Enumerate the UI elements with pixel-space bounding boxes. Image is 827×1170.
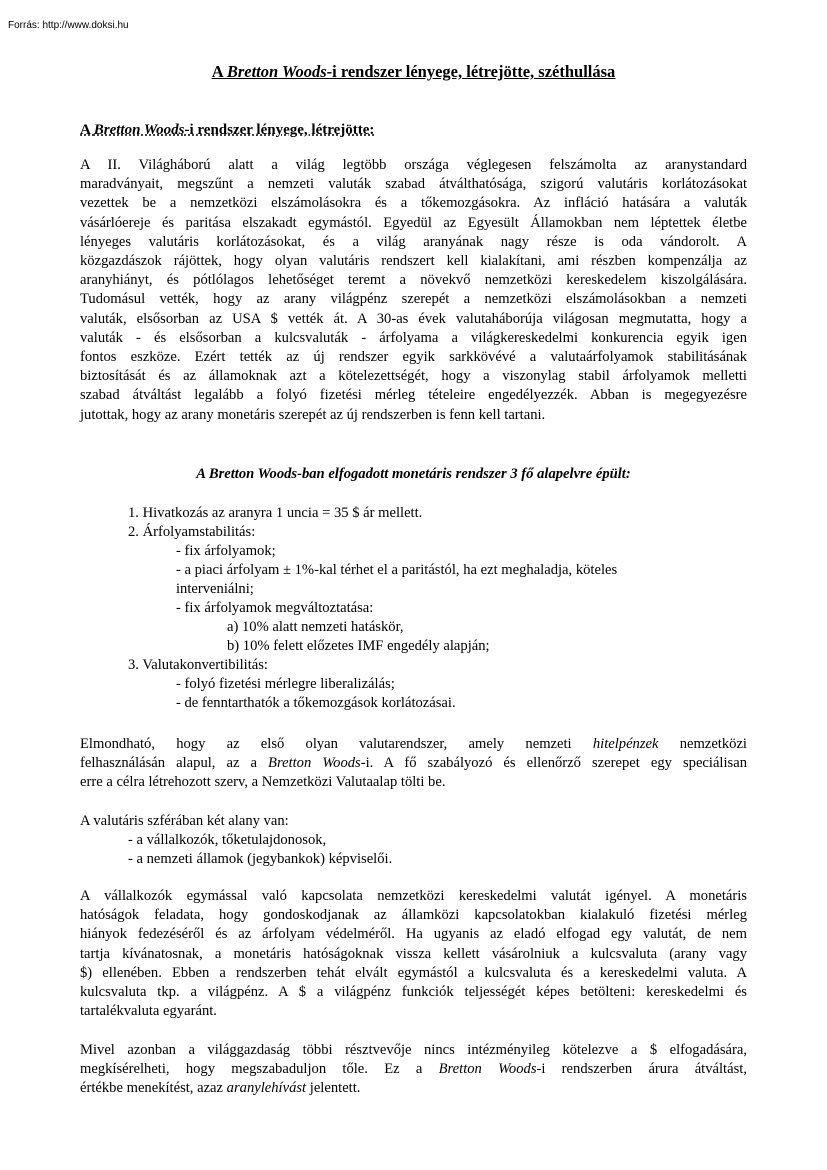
page-title: A Bretton Woods-i rendszer lényege, létrejötte, széthullása (211, 62, 616, 81)
list-subsubitem: a) 10% alatt nemzeti hatáskör, (227, 619, 404, 635)
paragraph-intro (80, 156, 747, 425)
list-item-2: 2. Árfolyamstabilitás: (128, 524, 256, 540)
section-heading: A Bretton Woods-i rendszer lényege, létrejötte: (80, 122, 375, 138)
paragraph-line: fontos eszköze. Ezért tették az új rendszer egyik sarkkövévé a valutaárfolyamok stabilitásának (80, 349, 747, 366)
paragraph-hitelpenz (80, 735, 747, 793)
paragraph-line: erre a célra létrehozott szerv, a Nemzetközi Valutaalap tölti be. (80, 774, 446, 791)
paragraph-line: $) ellenében. Ebben a rendszerben tehát elvált egymástól a kulcsvaluta és a kereskedelmi valuta. A (80, 964, 747, 981)
principles-heading: A Bretton Woods-ban elfogadott monetáris rendszer 3 fő alapelvre épült: (196, 466, 631, 482)
list-subitem: - a nemzeti államok (jegybankok) képviselői. (128, 851, 393, 867)
paragraph-aranylehivas (80, 1041, 747, 1099)
paragraph-line: tartja kívánatosnak, a monetáris hatóságoknak vissza kellett vásárolniuk a kulcsvaluta (arany vagy (80, 945, 747, 962)
list-subitem-continued: interveniálni; (176, 581, 254, 597)
list-item-1: 1. Hivatkozás az aranyra 1 uncia = 35 $ ár mellett. (128, 505, 423, 521)
paragraph-line: hatóságok feladata, hogy gondoskodjanak az államközi kapcsolatokban kialakuló fizetési mérleg (80, 907, 747, 924)
paragraph-line: biztosítását és az államoknak azt a kötelezettségét, hogy a viszonylag stabil árfolyamok melletti (80, 368, 747, 385)
list-subitem: - a vállalkozók, tőketulajdonosok, (128, 832, 327, 848)
paragraph-line: értékbe menekítést, azaz aranylehívást jelentett. (80, 1080, 361, 1097)
paragraph-line: vezettek be a nemzetközi elszámolásokra és a tőkemozgásokra. Az infláció hatására a valuták (80, 195, 747, 212)
paragraph-line: maradványait, megszűnt a nemzeti valuták szabad átválthatósága, szigorú valutáris korlátozásokat (80, 176, 747, 193)
list-subitem: - de fenntarthatók a tőkemozgások korlátozásai. (176, 695, 456, 711)
paragraph-line: felhasználásán alapul, az a Bretton Woods-i. A fő szabályozó és ellenőrző szerepet egy speciálisan (80, 755, 747, 772)
list-item-3: 3. Valutakonvertibilitás: (128, 657, 268, 673)
list-subitem: - fix árfolyamok megváltoztatása: (176, 600, 374, 616)
paragraph-line: tartalékvaluta egyaránt. (80, 1003, 217, 1020)
paragraph-line: valuták, elsősorban az USA $ vették át. A 30-as évek valutaháborúja világosan megmutatta, hogy a (80, 310, 747, 327)
paragraph-line: Mivel azonban a világgazdaság többi résztvevője nincs intézményileg kötelezve a $ elfogadására, (80, 1042, 747, 1058)
source-note: Forrás: http://www.doksi.hu (8, 20, 129, 31)
paragraph-line: megkísérelheti, hogy megszabaduljon tőle. Ez a Bretton Woods-i rendszerben árura átváltást, (80, 1061, 747, 1078)
paragraph-line: valuták - és elsősorban a kulcsvaluták - árfolyama a világkereskedelmi konkurencia egyik igen (80, 329, 747, 346)
paragraph-actors-intro: A valutáris szférában két alany van: (80, 813, 289, 829)
paragraph-line: Elmondható, hogy az első olyan valutarendszer, amely nemzeti hitelpénzek nemzetközi (80, 736, 747, 752)
paragraph-line: hiányok fedezéséről és az árfolyam védelméről. Ha ugyanis az eladó elfogad egy valutát, de nem (80, 926, 747, 943)
paragraph-line: aranyhiányt, és pótlólagos lehetőséget teremt a növekvő nemzetközi kereskedelem kiszolgálására. (80, 272, 747, 289)
list-subitem: - fix árfolyamok; (176, 543, 276, 559)
list-subitem: - a piaci árfolyam ± 1%-kal térhet el a paritástól, ha ezt meghaladja, köteles (176, 562, 618, 578)
paragraph-line: A vállalkozók egymással való kapcsolata nemzetközi kereskedelmi valutát igényel. A monetáris (80, 888, 747, 904)
paragraph-kulcsvaluta (80, 887, 747, 1021)
list-subitem: - folyó fizetési mérlegre liberalizálás; (176, 676, 395, 692)
paragraph-line: lényeges valutáris korlátozásokat, és a világ aranyának nagy része is oda vándorolt. A (80, 233, 747, 250)
paragraph-line: vásárlóereje és paritása elszakadt egymástól. Egyedül az Egyesült Államokban nem léptettek életbe (80, 214, 747, 231)
paragraph-line: kulcsvaluta tkp. a világpénz. A $ a világpénz funkciók teljességét képes betölteni: kereskedelmi és (80, 984, 747, 1001)
paragraph-line: szabad átváltást legalább a folyó fizetési mérleg tételeire engedélyezzék. Abban is megegyezésre (80, 387, 747, 404)
paragraph-line: közgazdászok rájöttek, hogy olyan valutáris rendszert kell kialakítani, ami részben kompenzálja az (80, 253, 747, 270)
list-subsubitem: b) 10% felett előzetes IMF engedély alapján; (227, 638, 490, 654)
paragraph-line: jutottak, hogy az arany monetáris szerepét az új rendszerben is fenn kell tartani. (80, 406, 546, 423)
paragraph-line: A II. Világháború alatt a világ legtöbb országa véglegesen felszámolta az aranystandard (80, 157, 747, 173)
paragraph-line: Tudomásul vették, hogy az arany világpénz szerepét a nemzetközi elszámolásokban a nemzeti (80, 291, 747, 308)
